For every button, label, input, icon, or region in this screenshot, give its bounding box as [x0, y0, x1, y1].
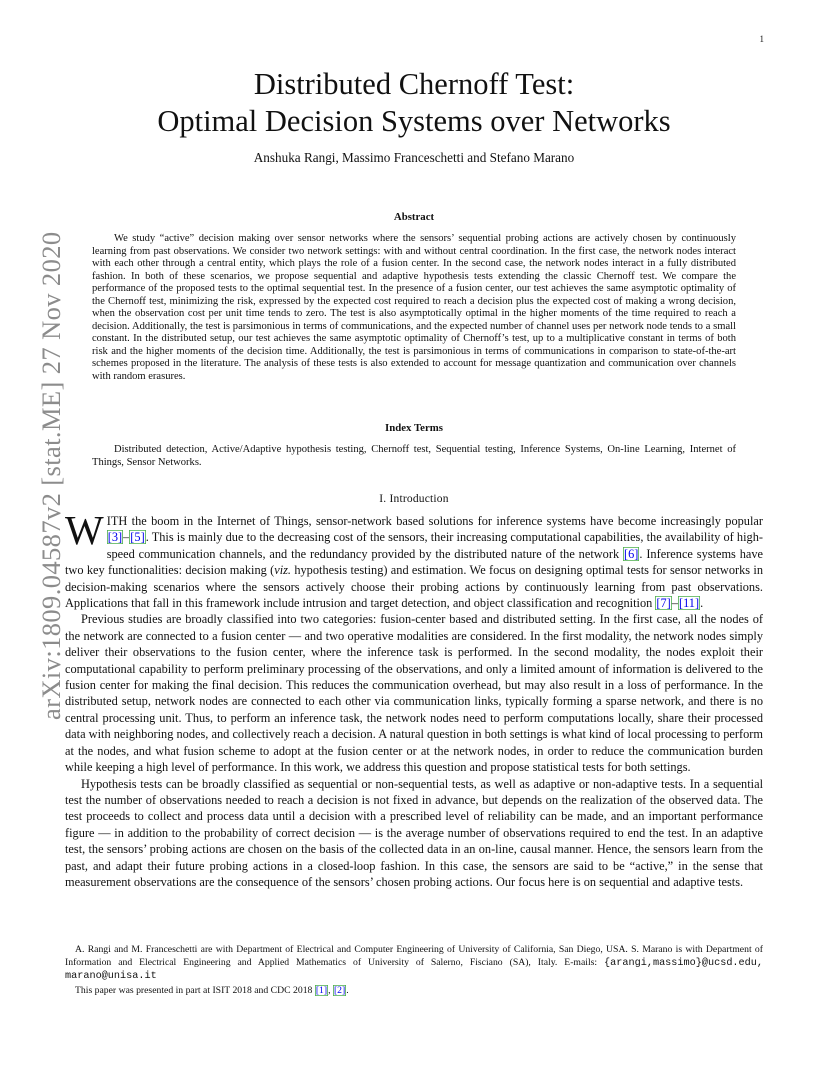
title-line-2: Optimal Decision Systems over Networks — [157, 104, 671, 138]
text-span: ITH the boom in the Internet of Things, sensor-network based solutions for inference systems have become increasingly popular — [106, 514, 763, 528]
citation-link[interactable]: [3] — [107, 530, 123, 545]
text-span: This paper was presented in part at ISIT 2018 and CDC 2018 — [75, 984, 315, 996]
title-line-1: Distributed Chernoff Test: — [253, 67, 575, 101]
citation-link[interactable]: [1] — [315, 984, 328, 996]
text-span: . Inference systems have two key functionalities: decision making ( — [65, 546, 764, 578]
page-number: 1 — [759, 34, 764, 44]
abstract-heading: Abstract — [393, 211, 435, 223]
citation-link[interactable]: [7] — [656, 596, 671, 611]
text-span: A. Rangi and M. Franceschetti are with Department of Electrical and Computer Engineering of University of California, San Diego, USA. S. Marano is with Department of Information and Electrical Engineering and Applied Mathematics of University of Salerno, Fisciano (SA), Italy. E-mails: — [65, 944, 763, 968]
paper-title — [0, 66, 828, 140]
citation-link[interactable]: [2] — [333, 984, 346, 996]
paragraph-2: Previous studies are broadly classified into two categories: fusion-center based and distributed setting. In the first case, all the nodes of the network are connected to a fusion center — and two operative modalities are considered. In the first modality, the network nodes simply deliver their observations to the fusion center, where the inference task is performed. In the second modality, the nodes exploit their computational capability to perform preliminary processing of the observations, and only a limited amount of information is delivered to the fusion center for making the final decision. This reduces the communication overhead, but may also result in a loss of performance. In the distributed setup, network nodes are connected to each other via communication links, typically forming a sparse network, and there is no central processing unit. Thus, to perform an inference task, the network nodes need to perform computations locally, share their processed data with neighboring nodes, and collectively reach a decision. A natural question in both settings is what kind of local processing to perform at the nodes, and what fusion scheme to adopt at the fusion center or at the network nodes, in order to reduce the communication burden while keeping a high level of performance. In this work, we address this question and propose statistical tests for both settings. — [65, 612, 763, 775]
paragraph-3: Hypothesis tests can be broadly classified as sequential or non-sequential tests, as well as adaptive or non-adaptive tests. In a sequential test the number of observations needed to reach a decision is not fixed in advance, but depends on the realization of the observed data. The test proceeds to collect and process data until a decision with a prescribed level of reliability can be made, and an important performance figure — in addition to the probability of correct decision — is the average number of observations required to end the test. In an adaptive test, the sensors’ probing actions are chosen on the basis of the collected data in an on-line, causal manner. Hence, the sensors learn from the past, and adapt their future probing actions in a closed-loop fashion. In this case, the sensors are said to be “active,” in the sense that measurement observations are the consequence of the sensors’ chosen probing actions. Our focus here is on sequential and adaptive tests. — [65, 776, 763, 889]
text-span: . This is mainly due to the decreasing cost of the sensors, their increasing computational capabilities, the availability of high-speed communication channels, and the redundancy provided by the distributed nature of the network — [106, 530, 763, 561]
footnotes — [65, 944, 763, 997]
text-span: , — [328, 984, 333, 996]
citation-link[interactable]: [6] — [623, 546, 639, 561]
text-span: – — [123, 530, 130, 545]
affiliation-footnote — [65, 944, 763, 984]
text-span: . — [700, 596, 704, 611]
email-addresses: {arangi,massimo}@ucsd.edu, marano@unisa.it — [65, 957, 763, 983]
italic-viz: viz. — [274, 563, 292, 578]
arxiv-identifier[interactable]: arXiv:1809.04587v2 [stat.ME] 27 Nov 2020 — [36, 231, 66, 720]
drop-cap: W — [65, 507, 104, 553]
introduction-body — [65, 507, 764, 890]
citation-link[interactable]: [11] — [678, 596, 700, 611]
text-span: hypothesis testing) and estimation. We focus on designing optimal tests for sensor networks in decision-making scenarios where the sensors actively choose their probing actions by continuously learning from past observations. Applications that fall in this framework include intrusion and target detection, and object classification and recognition — [65, 563, 763, 611]
citation-link[interactable]: [5] — [130, 530, 145, 545]
presentation-footnote — [65, 985, 763, 998]
text-span: . — [346, 984, 349, 996]
abstract-text: We study “active” decision making over sensor networks where the sensors’ sequential probing actions are actively chosen by continuously learning from past observations. We consider two network settings: with and without central coordination. In the first case, the network nodes interact with each other through a central entity, which plays the role of a fusion center. In the second case, the network nodes interact in a fully distributed fashion. In both of these scenarios, we propose sequential and adaptive hypothesis tests extending the classic Chernoff test. We compare the performance of the proposed tests to the optimal sequential test. In the presence of a fusion center, our test achieves the same asymptotic optimality of the Chernoff test, minimizing the risk, expressed by the expected cost required to reach a decision plus the expected cost of making a wrong decision, when the observation cost per unit time tends to zero. The test is also asymptotically optimal in the higher moments of the time required to reach a decision. Additionally, the test is parsimonious in terms of communications, and the expected number of channel uses per network node tends to a small constant. In the distributed setup, our test achieves the same asymptotic optimality of Chernoff’s test, up to a multiplicative constant in terms of both risk and the higher moments of the decision time. Additionally, the test is parsimonious in terms of communications in comparison to state-of-the-art schemes proposed in the literature. The analysis of these tests is also extended to account for message quantization and communication over channels with random erasures. — [92, 233, 736, 383]
section-heading-introduction: I. Introduction — [379, 493, 449, 505]
index-terms-heading: Index Terms — [385, 422, 443, 434]
paragraph-1 — [65, 507, 764, 611]
index-terms-text: Distributed detection, Active/Adaptive hypothesis testing, Chernoff test, Sequential testing, Inference Systems, On-line Learning, Internet of Things, Sensor Networks. — [92, 444, 736, 468]
author-list: Anshuka Rangi, Massimo Franceschetti and Stefano Marano — [253, 150, 575, 165]
text-span: – — [671, 596, 678, 611]
